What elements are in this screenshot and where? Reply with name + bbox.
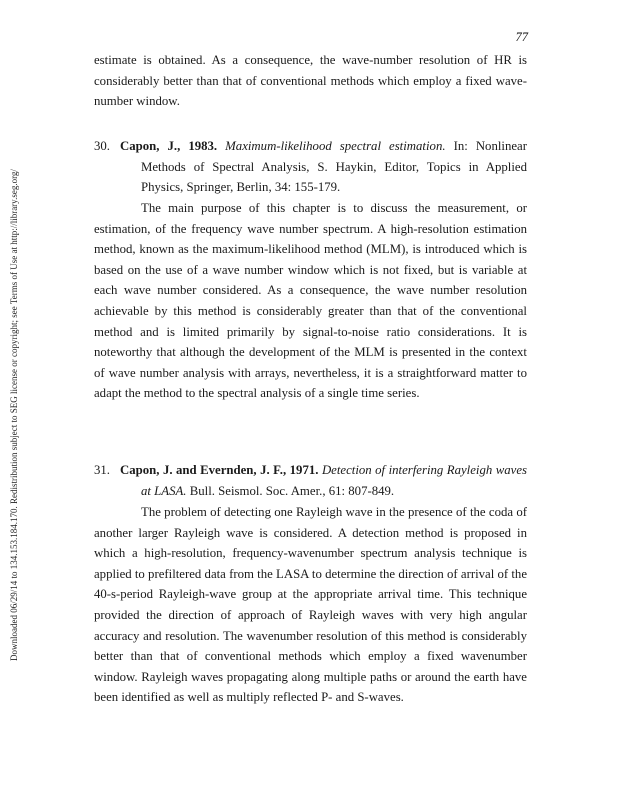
reference-number: 30. xyxy=(94,139,110,153)
reference-authors: Capon, J., 1983. xyxy=(120,139,218,153)
page-number: 77 xyxy=(515,30,528,44)
reference-title: Detection of interfering Rayleigh waves at LASA. xyxy=(141,463,527,498)
reference-source: Bull. Seismol. Soc. Amer., 61: 807-849. xyxy=(189,483,395,498)
reference-title: Maximum-likelihood spectral estimation. xyxy=(225,139,446,153)
reference-30-abstract: The main purpose of this chapter is to discuss the measurement, or estimation, of the frequency wave number spectrum. A high-resolution estimation method, known as the maximum-likelihood method (MLM), is introduced which is based on the use of a wave number window which is not fixed, but is variable at each wave number considered. As a consequence, the wave number resolution achievable by this method is considerably greater than that of the conventional method and is limited primarily by signal-to-noise ratio considerations. It is noteworthy that although the development of the MLM is presented in the context of wave number analysis with arrays, nevertheless, it is a straightforward matter to adapt the method to the spectral analysis of a single time series. xyxy=(94,201,527,401)
reference-number: 31. xyxy=(94,463,110,477)
intro-paragraph: estimate is obtained. As a consequence, the wave-number resolution of HR is considerably better than that of conventional methods which employ a fixed wave-number window. xyxy=(94,53,527,109)
reference-source: In: Nonlinear Methods of Spectral Analysis, S. Haykin, Editor, Topics in Applied Physics, Springer, Berlin, 34: 155-179. xyxy=(141,139,527,195)
reference-31-citation xyxy=(94,460,527,501)
download-notice: Downloaded 06/29/14 to 134.153.184.170. Redistribution subject to SEG license or copyright; see Terms of Use at http://library.seg.org/ xyxy=(9,169,19,661)
reference-30-citation xyxy=(94,136,527,198)
reference-authors: Capon, J. and Evernden, J. F., 1971. xyxy=(120,463,319,477)
reference-31-abstract: The problem of detecting one Rayleigh wave in the presence of the coda of another larger Rayleigh wave is considered. A detection method is proposed in which a high-resolution, frequency-wavenumber spectrum analysis technique is applied to prefiltered data from the LASA to determine the direction of arrival of the 40-s-period Rayleigh-wave group at the appropriate arrival time. This technique provided the direction of approach of Rayleigh waves with very high angular accuracy and resolution. The wavenumber resolution of this method is considerably better than that of conventional methods which employ a fixed wavenumber window. Rayleigh waves propagating along multiple paths or around the earth have been identified as well as multiply reflected P- and S-waves. xyxy=(94,505,527,705)
